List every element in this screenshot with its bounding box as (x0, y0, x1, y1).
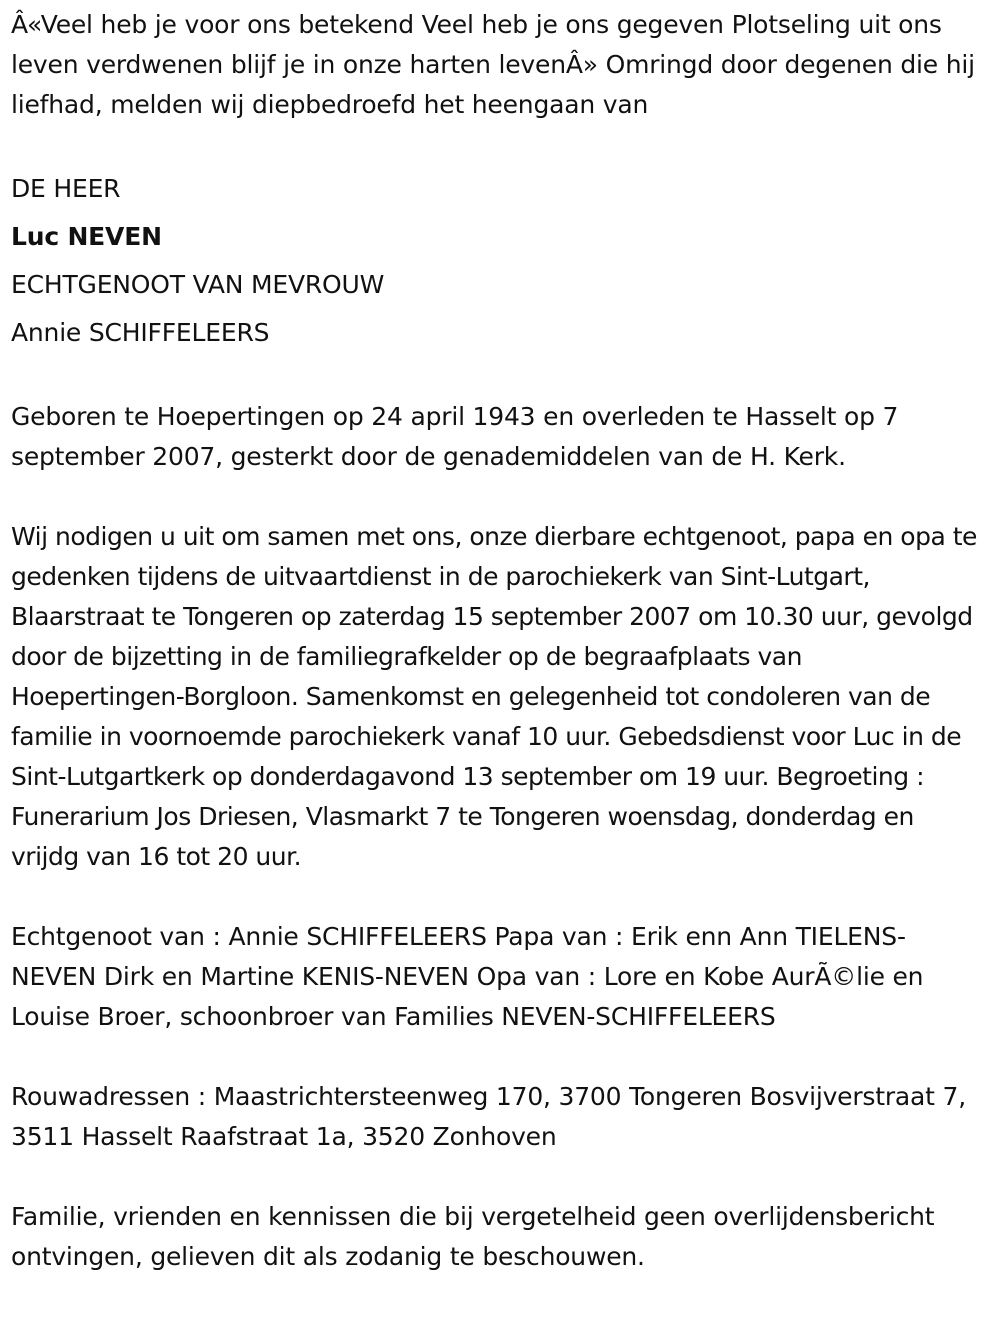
service-paragraph: Wij nodigen u uit om samen met ons, onze dierbare echtgenoot, papa en opa te gedenken tijdens de uitvaartdienst in de parochiekerk van Sint-Lutgart, Blaarstraat te Tongeren op zaterdag 15 september 2007 om 10.30 uur, gevolgd door de bijzetting in de familiegrafkelder op de begraafplaats van Hoepertingen-Borgloon. Samenkomst en gelegenheid tot condoleren van de familie in voornoemde parochiekerk vanaf 10 uur. Gebedsdienst voor Luc in de Sint-Lutgartkerk op donderdagavond 13 september om 19 uur. Begroeting : Funerarium Jos Driesen, Vlasmarkt 7 te Tongeren woensdag, donderdag en vrijdg van 16 tot 20 uur. (11, 522, 977, 871)
spacer (11, 1037, 980, 1077)
spacer (11, 877, 980, 917)
spouse-name: Annie SCHIFFELEERS (11, 318, 270, 347)
family-paragraph: Echtgenoot van : Annie SCHIFFELEERS Papa van : Erik enn Ann TIELENS-NEVEN Dirk en Martine KENIS-NEVEN Opa van : Lore en Kobe AurÃ©lie en Louise Broer, schoonbroer van Families NEVEN-SCHIFFELEERS (11, 922, 924, 1031)
deceased-name: Luc NEVEN (11, 222, 162, 251)
closing-paragraph: Familie, vrienden en kennissen die bij vergetelheid geen overlijdensbericht ontvingen, gelieven dit als zodanig te beschouwen. (11, 1202, 935, 1271)
spouse-line: ECHTGENOOT VAN MEVROUW (11, 270, 385, 299)
intro-paragraph: Â«Veel heb je voor ons betekend Veel heb je ons gegeven Plotseling uit ons leven verdwenen blijf je in onze harten levenÂ» Omringd door degenen die hij liefhad, melden wij diepbedroefd het heengaan van (11, 10, 975, 119)
spacer (11, 477, 980, 517)
spacer (11, 125, 980, 165)
spacer (11, 1157, 980, 1197)
spacer (11, 357, 980, 397)
addresses-paragraph: Rouwadressen : Maastrichtersteenweg 170, 3700 Tongeren Bosvijverstraat 7, 3511 Hasselt Raafstraat 1a, 3520 Zonhoven (11, 1082, 966, 1151)
title-line: DE HEER (11, 174, 121, 203)
birth-death-paragraph: Geboren te Hoepertingen op 24 april 1943 en overleden te Hasselt op 7 september 2007, gesterkt door de genademiddelen van de H. Kerk. (11, 402, 899, 471)
